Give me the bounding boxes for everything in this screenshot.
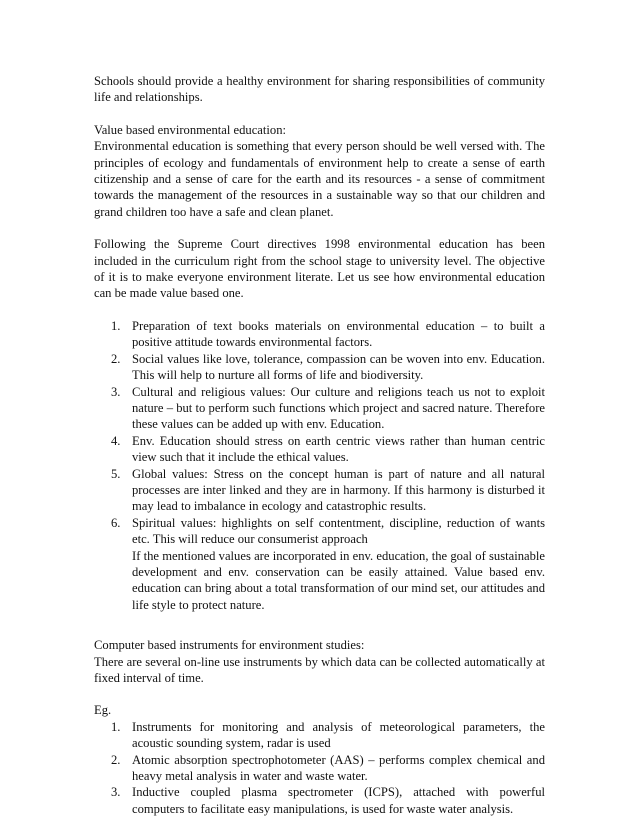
paragraph-env-education: Environmental education is something that every person should be well versed with. The principles of ecology and fundamentals of environment help to create a sense of earth citizenship and a sense of care for the earth and its resources - a sense of commitment towards the management of the resources in a sustainable way so that our children and grand children too have a safe and clean planet.	[94, 139, 545, 219]
list-item: 6. Spiritual values: highlights on self contentment, discipline, reduction of wants etc. This will reduce our consumerist approach If the mentioned values are incorporated in env. education, the goal of sustainable development and env. conservation can be easily attained. Value based env. education can bring about a total transformation of our mind set, our attitudes and life style to protect nature.	[111, 515, 545, 612]
instruments-list	[94, 719, 545, 817]
paragraph-online-instruments: There are several on-line use instruments by which data can be collected automatically at fixed interval of time.	[94, 654, 545, 685]
section-heading-value-based: Value based environmental education:	[94, 122, 286, 137]
document-body	[94, 73, 545, 817]
eg-label: Eg.	[94, 703, 112, 718]
paragraph-supreme-court: Following the Supreme Court directives 1998 environmental education has been included in the curriculum right from the school stage to university level. The objective of it is to make everyone environment literate. Let us see how environmental education can be made value based one.	[94, 237, 545, 301]
closing-paragraph: If the mentioned values are incorporated in env. education, the goal of sustainable development and env. conservation can be easily attained. Value based env. education can bring about a total transformation of our mind set, our attitudes and life style to protect nature.	[132, 548, 545, 612]
list-item: 3. Inductive coupled plasma spectrometer (ICPS), attached with powerful computers to facilitate easy manipulations, is used for waste water analysis.	[111, 785, 545, 816]
list-item: 5. Global values: Stress on the concept human is part of nature and all natural processes are inter linked and they are in harmony. If this harmony is disturbed it may lead to imbalance in ecology and catastrophic results.	[111, 466, 545, 514]
list-item: 3. Cultural and religious values: Our culture and religions teach us not to exploit nature – but to perform such functions which project and sacred nature. Therefore these values can be added up with env. Education.	[111, 384, 545, 432]
list-item: 2. Social values like love, tolerance, compassion can be woven into env. Education. This will help to nurture all forms of life and biodiversity.	[111, 351, 545, 383]
list-item: 1. Instruments for monitoring and analysis of meteorological parameters, the acoustic sounding system, radar is used	[111, 719, 545, 751]
section-heading-computer-instruments: Computer based instruments for environment studies:	[94, 638, 365, 653]
intro-paragraph: Schools should provide a healthy environment for sharing responsibilities of community life and relationships.	[94, 74, 545, 105]
list-item: 1. Preparation of text books materials on environmental education – to built a positive attitude towards environmental factors.	[111, 318, 545, 350]
values-list	[94, 318, 545, 613]
list-item: 4. Env. Education should stress on earth centric views rather than human centric view such that it include the ethical values.	[111, 433, 545, 465]
list-item: 2. Atomic absorption spectrophotometer (AAS) – performs complex chemical and heavy metal analysis in water and waste water.	[111, 752, 545, 784]
